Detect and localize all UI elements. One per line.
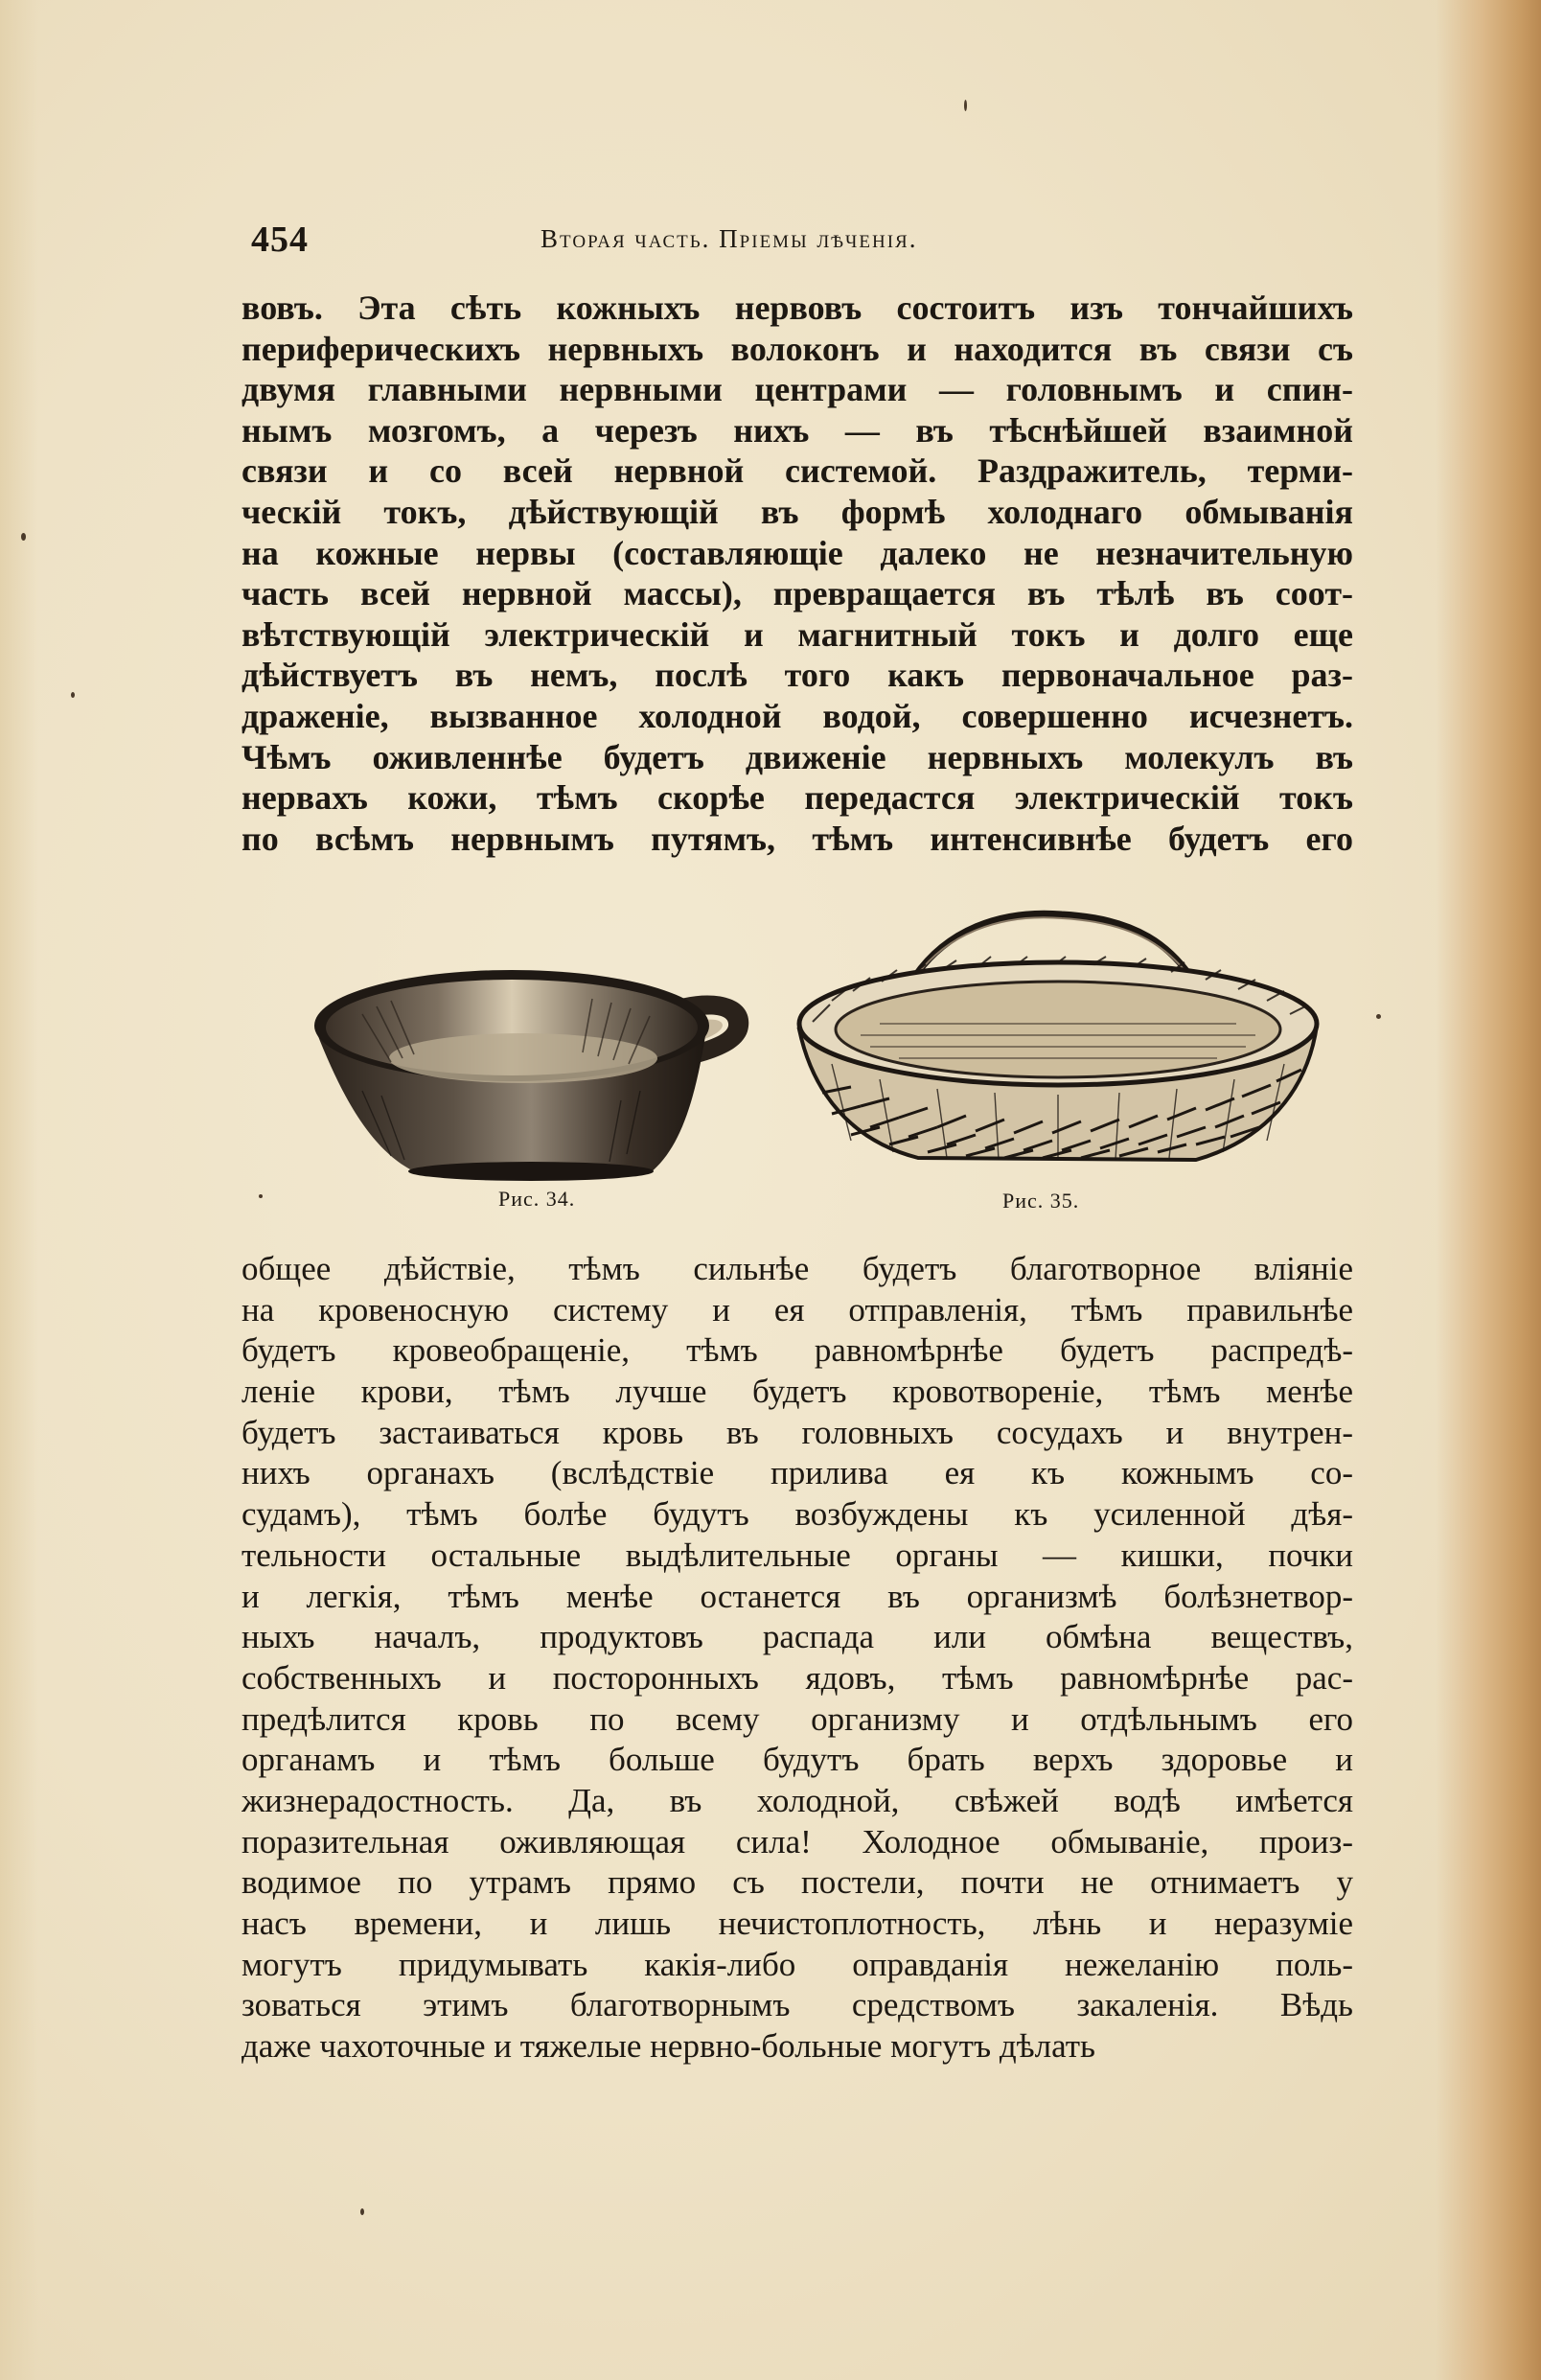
text-line: общее дѣйствіе, тѣмъ сильнѣе будетъ благотворное вліяніе [242, 1250, 1353, 1287]
text-line: и легкія, тѣмъ менѣе останется въ организмѣ болѣзнетвор- [242, 1577, 1353, 1615]
figure-35-caption: Рис. 35. [1002, 1189, 1080, 1213]
text-line: вовъ. Эта сѣть кожныхъ нервовъ состоитъ изъ тончайшихъ [242, 289, 1353, 327]
text-line: могутъ придумывать какія-либо оправданія нежеланію поль- [242, 1945, 1353, 1983]
text-line: будетъ кровеобращеніе, тѣмъ равномѣрнѣе будетъ распредѣ- [242, 1331, 1353, 1370]
figure-34-caption: Рис. 34. [498, 1187, 576, 1211]
text-line: даже чахоточные и тяжелые нервно-больные могутъ дѣлать [242, 2027, 1095, 2066]
text-line: собственныхъ и посторонныхъ ядовъ, тѣмъ равномѣрнѣе рас- [242, 1658, 1353, 1697]
text-line: нихъ органахъ (вслѣдствіе прилива ея къ кожнымъ со- [242, 1454, 1353, 1492]
page-left-shadow [0, 0, 38, 2380]
text-line: нымъ мозгомъ, а черезъ нихъ — въ тѣснѣйшей взаимной [242, 410, 1353, 450]
paper-speck [1376, 1014, 1381, 1019]
text-line: органамъ и тѣмъ больше будутъ брать верхъ здоровье и [242, 1741, 1353, 1779]
top-paragraph [242, 288, 1353, 859]
text-line: часть всей нервной массы), превращается въ тѣлѣ въ соот- [242, 574, 1353, 613]
paper-speck [71, 692, 75, 698]
text-line: поразительная оживляющая сила! Холодное обмываніе, произ- [242, 1822, 1353, 1860]
woven-basket-illustration [794, 901, 1322, 1189]
text-line: периферическихъ нервныхъ волоконъ и находится въ связи съ [242, 329, 1353, 368]
text-line: по всѣмъ нервнымъ путямъ, тѣмъ интенсивнѣе будетъ его [242, 819, 1353, 858]
text-line: вѣтствующій электрическій и магнитный токъ и долго еще [242, 614, 1353, 654]
text-line: драженіе, вызванное холодной водой, совершенно исчезнетъ. [242, 696, 1353, 735]
text-line: ческій токъ, дѣйствующій въ формѣ холоднаго обмыванія [242, 492, 1353, 531]
washbowl-illustration [305, 957, 755, 1187]
text-line: леніе крови, тѣмъ лучше будетъ кровотвореніе, тѣмъ менѣе [242, 1373, 1353, 1411]
page-number: 454 [251, 220, 309, 260]
text-line: зоваться этимъ благотворнымъ средствомъ закаленія. Вѣдь [242, 1986, 1353, 2024]
text-line: двумя главными нервными центрами — головнымъ и спин- [242, 370, 1353, 409]
text-line: на кровеносную систему и ея отправленія, тѣмъ правильнѣе [242, 1290, 1353, 1329]
paper-speck [964, 100, 967, 111]
text-line: будетъ застаиваться кровь въ головныхъ сосудахъ и внутрен- [242, 1413, 1353, 1451]
page-right-binding-shadow [1436, 0, 1541, 2380]
bottom-paragraph [242, 1249, 1353, 2068]
text-line: на кожные нервы (составляющіе далеко не незначительную [242, 533, 1353, 572]
text-line: дѣйствуетъ въ немъ, послѣ того какъ первоначальное раз- [242, 656, 1353, 695]
text-line: нервахъ кожи, тѣмъ скорѣе передастся электрическій токъ [242, 778, 1353, 818]
text-line: судамъ), тѣмъ болѣе будутъ возбуждены къ усиленной дѣя- [242, 1495, 1353, 1534]
running-head: Вторая часть. Пріемы лѣченія. [540, 224, 918, 253]
text-line: Чѣмъ оживленнѣе будетъ движеніе нервныхъ молекулъ въ [242, 737, 1353, 776]
paper-speck [21, 533, 26, 541]
paper-speck [259, 1194, 263, 1198]
text-line: связи и со всей нервной системой. Раздражитель, терми- [242, 451, 1353, 491]
text-line: насъ времени, и лишь нечистоплотность, лѣнь и неразуміе [242, 1905, 1353, 1942]
page-header [243, 213, 1355, 266]
text-line: ныхъ началъ, продуктовъ распада или обмѣна веществъ, [242, 1618, 1353, 1656]
text-line: предѣлится кровь по всему организму и отдѣльнымъ его [242, 1699, 1353, 1738]
text-line: тельности остальные выдѣлительные органы — кишки, почки [242, 1536, 1353, 1574]
paper-speck [360, 2208, 364, 2215]
text-line: жизнерадостность. Да, въ холодной, свѣжей водѣ имѣется [242, 1781, 1353, 1819]
text-line: водимое по утрамъ прямо съ постели, почти не отнимаетъ у [242, 1863, 1353, 1902]
